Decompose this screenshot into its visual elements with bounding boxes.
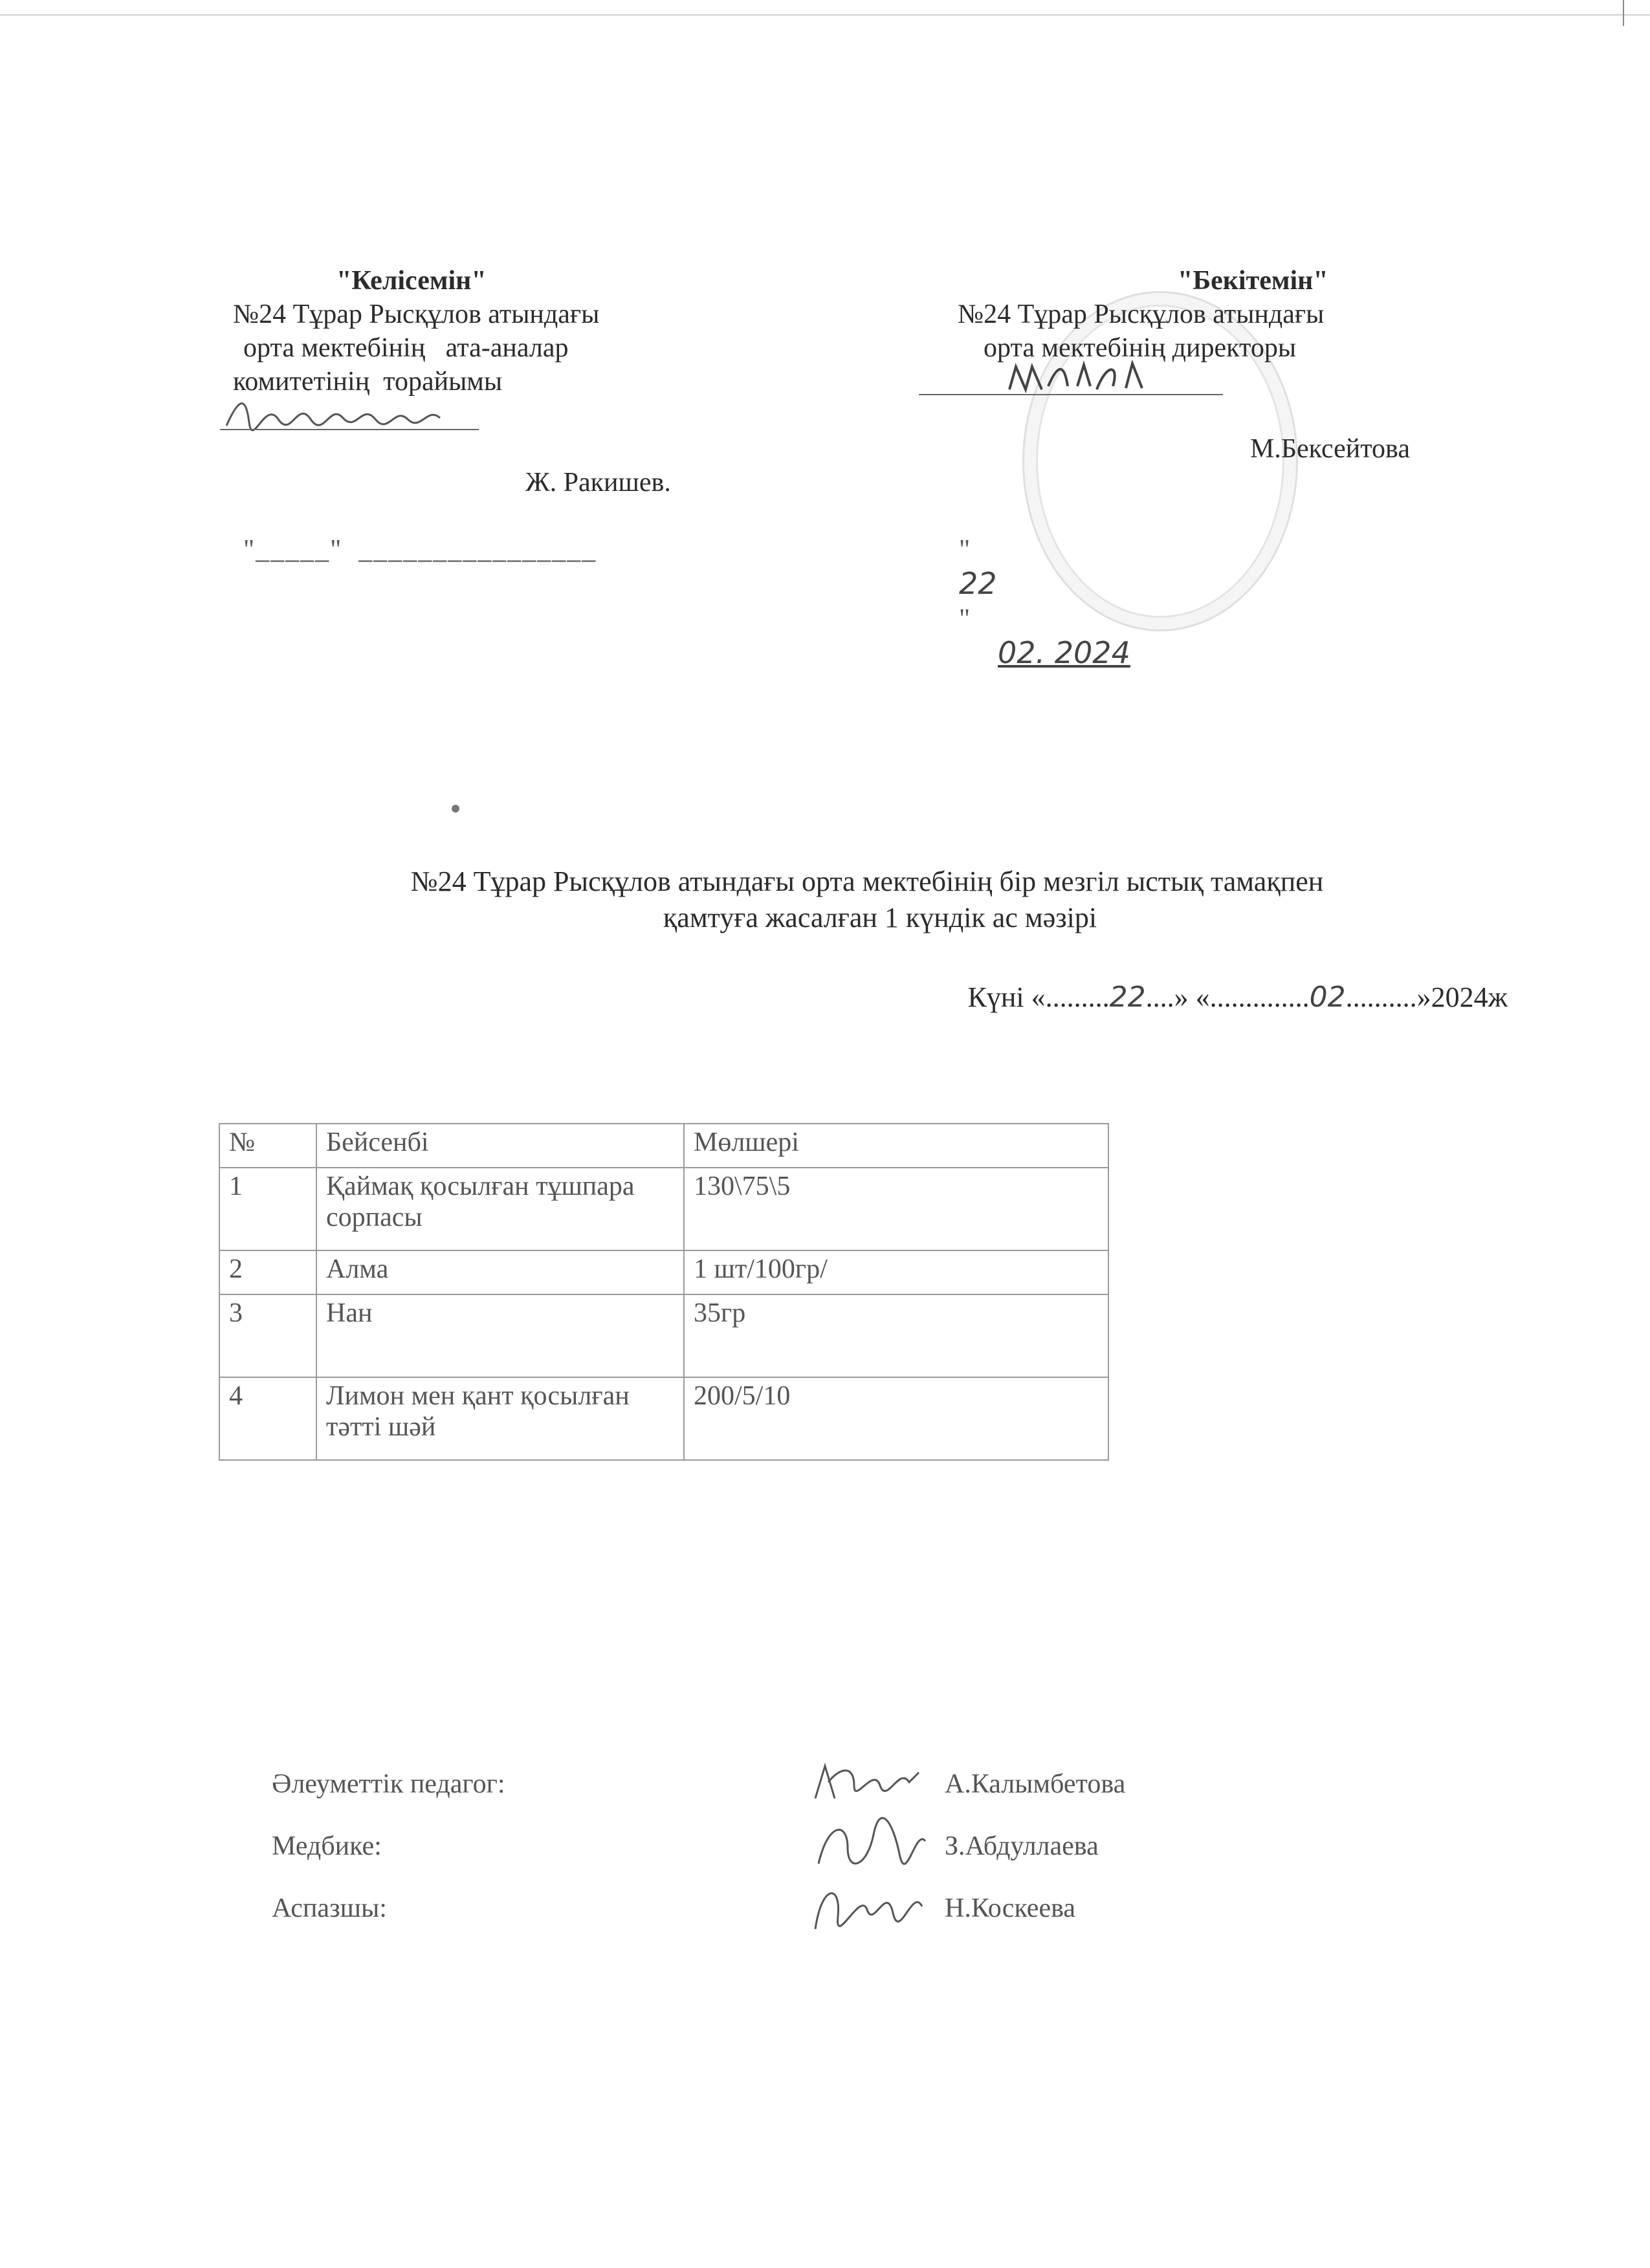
approved-date-open-quote: ": [959, 535, 971, 565]
signatures-block: [272, 1753, 1242, 1939]
signature-scribble: [802, 1809, 932, 1880]
agreed-line-1: №24 Тұрар Рысқұлов атындағы: [233, 300, 600, 329]
date-month: 02: [1309, 981, 1346, 1014]
table-row: [219, 1377, 1108, 1460]
table-row: [219, 1294, 1108, 1377]
approved-line-1: №24 Тұрар Рысқұлов атындағы: [958, 300, 1325, 329]
row-item: Нан: [316, 1294, 684, 1377]
agreed-block: [233, 264, 764, 567]
agreed-signatory: Ж. Ракишев.: [525, 468, 671, 497]
signature-row: [272, 1815, 1242, 1877]
signature-row: [272, 1877, 1242, 1939]
row-amount: 35гр: [684, 1294, 1108, 1377]
row-amount: 200/5/10: [684, 1377, 1108, 1460]
date-prefix: Күні «: [967, 981, 1046, 1013]
approved-line-2: орта мектебінің директоры: [984, 333, 1297, 363]
approved-date-mid-quote: ": [959, 604, 971, 634]
table-row: [219, 1168, 1108, 1250]
signature-role: Әлеуметтік педагог:: [272, 1769, 505, 1799]
signature-scribble: [802, 1747, 932, 1818]
row-item: Қаймақ қосылған тұшпара сорпасы: [316, 1168, 684, 1250]
title-line-1: №24 Тұрар Рысқұлов атындағы орта мектебінің бір мезгіл ыстық тамақпен: [410, 866, 1324, 897]
row-number: 2: [219, 1250, 316, 1294]
signature-name: Н.Коскеева: [945, 1893, 1076, 1923]
date-dots-3: ..............: [1209, 981, 1310, 1013]
document-date: [841, 979, 1508, 1016]
approved-signature-scribble: [919, 357, 1229, 402]
signature-role: Аспазшы:: [272, 1893, 387, 1923]
signature-row: [272, 1753, 1242, 1815]
date-separator: » «: [1174, 981, 1210, 1013]
signature-scribble: [802, 1871, 932, 1942]
agreed-signature-line: [233, 398, 764, 533]
approved-date-month-year: 02. 2024: [998, 635, 1130, 670]
row-amount: 1 шт/100гр/: [684, 1250, 1108, 1294]
header-amount: Мөлшері: [684, 1124, 1108, 1168]
agreed-date-placeholder: "_____" ________________: [243, 535, 597, 565]
header-day: Бейсенбі: [316, 1124, 684, 1168]
document-title: [233, 864, 1501, 936]
menu-table: [219, 1123, 1109, 1461]
agreed-line-3: комитетінің торайымы: [233, 367, 503, 397]
date-day: 22: [1109, 981, 1146, 1014]
row-number: 1: [219, 1168, 316, 1250]
agreed-signature-scribble: [220, 393, 492, 439]
date-dots-1: .........: [1045, 981, 1110, 1013]
agreed-heading: "Келісемін": [336, 266, 487, 296]
approved-date-day: 22: [959, 566, 997, 601]
signature-name: З.Абдуллаева: [945, 1831, 1099, 1861]
scan-edge: [0, 14, 1650, 16]
date-dots-4: ..........: [1345, 981, 1417, 1013]
row-item: Алма: [316, 1250, 684, 1294]
agreed-line-2: орта мектебінің ата-аналар: [243, 333, 569, 363]
approved-heading: "Бекітемін": [1178, 266, 1328, 296]
date-suffix: »2024ж: [1416, 981, 1508, 1013]
table-row: [219, 1250, 1108, 1294]
approved-date-line: [906, 499, 1488, 705]
header-number: №: [219, 1124, 316, 1168]
approved-signature-line: [906, 365, 1488, 499]
scan-edge-mark: [1623, 0, 1624, 26]
title-line-2: қамтуға жасалған 1 күндік ас мәзірі: [663, 902, 1097, 933]
row-number: 4: [219, 1377, 316, 1460]
stray-mark: [452, 805, 459, 812]
approved-block: [906, 264, 1488, 705]
row-number: 3: [219, 1294, 316, 1377]
signature-name: А.Калымбетова: [945, 1769, 1126, 1799]
row-item: Лимон мен қант қосылған тәтті шәй: [316, 1377, 684, 1460]
date-dots-2: ....: [1145, 981, 1174, 1013]
row-amount: 130\75\5: [684, 1168, 1108, 1250]
signature-role: Медбике:: [272, 1831, 382, 1861]
approved-signatory: М.Бексейтова: [1250, 434, 1410, 464]
table-header-row: [219, 1124, 1108, 1168]
